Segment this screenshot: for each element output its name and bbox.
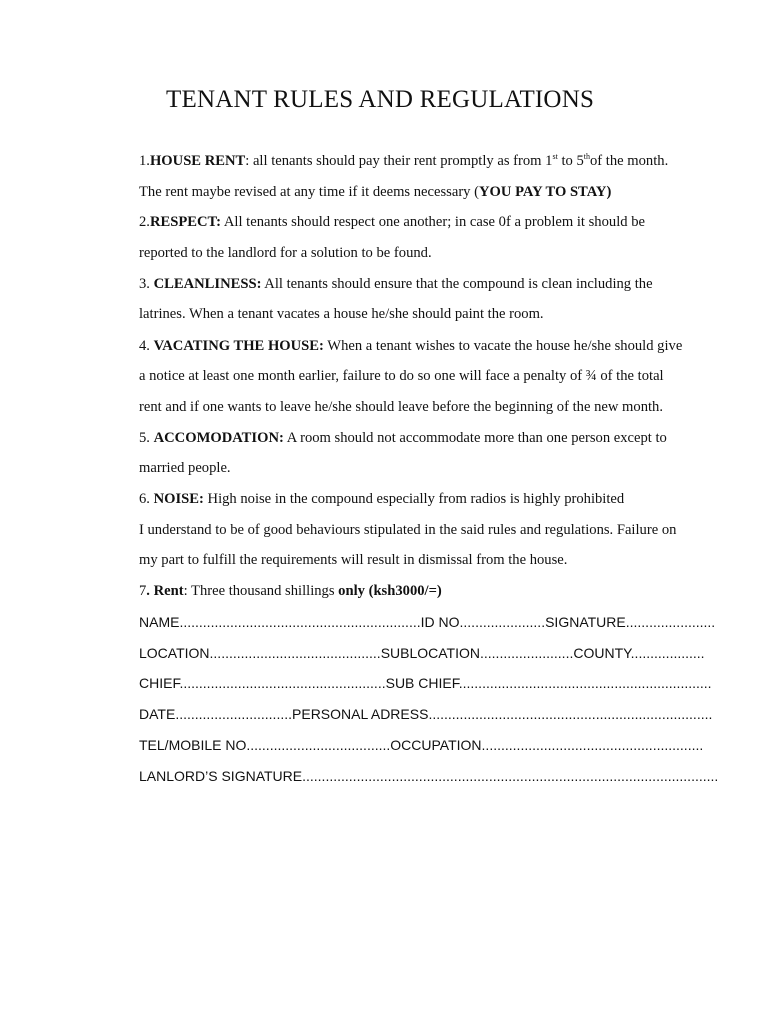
- rule-emphasis: YOU PAY TO STAY): [478, 184, 612, 200]
- document-title: TENANT RULES AND REGULATIONS: [166, 86, 595, 113]
- rule-respect-line-2: reported to the landlord for a solution to be found.: [139, 245, 432, 261]
- occupation-field-blank: .........................................................: [481, 737, 704, 753]
- form-row-location: [139, 644, 705, 662]
- field-label-landlord-signature: LANLORD’S SIGNATURE: [139, 768, 303, 784]
- rule-number: 2.: [139, 214, 150, 230]
- rule-heading-vacating: VACATING THE HOUSE:: [153, 338, 324, 354]
- superscript-st: st: [552, 152, 558, 161]
- rule-heading-accomodation: ACCOMODATION:: [153, 430, 284, 446]
- rule-heading-noise: NOISE:: [153, 491, 204, 507]
- field-label-occupation: OCCUPATION: [390, 737, 482, 753]
- rule-text: of the month.: [590, 153, 669, 169]
- rule-house-rent-line-2: [139, 183, 675, 201]
- rule-number: 7: [139, 583, 147, 599]
- rule-number: 4.: [139, 338, 154, 354]
- rule-heading-house-rent: HOUSE RENT: [149, 153, 246, 169]
- rule-text: All tenants should respect one another; in case 0f a problem it should be: [221, 214, 645, 230]
- rule-heading-cleanliness: CLEANLINESS:: [153, 276, 262, 292]
- field-label-county: COUNTY: [573, 645, 631, 661]
- location-field-blank: ............................................: [209, 645, 381, 661]
- landlord-signature-field-blank: ...........................................................................................................: [302, 768, 719, 784]
- name-field-blank: ..............................................................: [179, 614, 421, 630]
- form-row-date: [139, 705, 713, 723]
- rule-text: The rent maybe revised at any time if it deems necessary (: [139, 184, 479, 200]
- superscript-th: th: [583, 152, 590, 161]
- rule-number: 3.: [139, 276, 154, 292]
- field-label-tel-mobile-no: TEL/MOBILE NO: [139, 737, 247, 753]
- chief-field-blank: .....................................................: [179, 675, 386, 691]
- rule-accomodation-line-1: [139, 429, 675, 447]
- form-row-landlord-signature: [139, 767, 719, 785]
- form-row-name: [139, 613, 716, 631]
- rule-heading-rent: . Rent: [146, 583, 184, 599]
- rule-number: 5.: [139, 430, 154, 446]
- signature-field-blank: .......................: [625, 614, 716, 630]
- county-field-blank: ...................: [630, 645, 705, 661]
- rule-noise-line-1: [139, 490, 675, 508]
- rule-number: 6.: [139, 491, 154, 507]
- rule-text: : Three thousand shillings: [183, 583, 339, 599]
- personal-adress-field-blank: .........................................................................: [428, 706, 713, 722]
- field-label-location: LOCATION: [139, 645, 210, 661]
- form-row-tel: [139, 736, 704, 754]
- rule-text: A room should not accommodate more than one person except to: [283, 430, 667, 446]
- tel-mobile-field-blank: .....................................: [246, 737, 391, 753]
- rule-text: to 5: [557, 153, 584, 169]
- undertaking-line-2: my part to fulfill the requirements will result in dismissal from the house.: [139, 552, 568, 568]
- field-label-signature: SIGNATURE: [545, 614, 626, 630]
- sub-chief-field-blank: .................................................................: [458, 675, 712, 691]
- field-label-date: DATE: [139, 706, 176, 722]
- rule-heading-respect: RESPECT:: [149, 214, 222, 230]
- rule-vacating-line-2: a notice at least one month earlier, failure to do so one will face a penalty of ¾ of the total: [139, 368, 664, 384]
- id-no-field-blank: ......................: [459, 614, 546, 630]
- rule-number: 1.: [139, 153, 150, 169]
- form-row-chief: [139, 674, 712, 692]
- rule-text: High noise in the compound especially from radios is highly prohibited: [203, 491, 625, 507]
- rule-rent-amount: [139, 582, 675, 600]
- undertaking-line-1: I understand to be of good behaviours stipulated in the said rules and regulations. Failure on: [139, 522, 677, 538]
- rule-cleanliness-line-1: [139, 275, 675, 293]
- date-field-blank: ..............................: [175, 706, 293, 722]
- field-label-id-no: ID NO: [420, 614, 460, 630]
- rule-emphasis: only (ksh3000/=): [338, 583, 442, 599]
- rule-text: When a tenant wishes to vacate the house he/she should give: [323, 338, 683, 354]
- rule-cleanliness-line-2: latrines. When a tenant vacates a house he/she should paint the room.: [139, 306, 544, 322]
- rule-text: : all tenants should pay their rent promptly as from 1: [245, 153, 553, 169]
- rule-accomodation-line-2: married people.: [139, 460, 231, 476]
- rule-vacating-line-1: [139, 337, 683, 355]
- field-label-sublocation: SUBLOCATION: [380, 645, 480, 661]
- field-label-chief: CHIEF: [139, 675, 180, 691]
- rule-house-rent-line-1: [139, 152, 675, 170]
- field-label-personal-adress: PERSONAL ADRESS: [292, 706, 429, 722]
- rule-text: All tenants should ensure that the compound is clean including the: [261, 276, 653, 292]
- field-label-sub-chief: SUB CHIEF: [385, 675, 459, 691]
- rule-vacating-line-3: rent and if one wants to leave he/she should leave before the beginning of the new month.: [139, 399, 663, 415]
- rule-respect-line-1: [139, 213, 675, 231]
- field-label-name: NAME: [139, 614, 180, 630]
- sublocation-field-blank: ........................: [480, 645, 574, 661]
